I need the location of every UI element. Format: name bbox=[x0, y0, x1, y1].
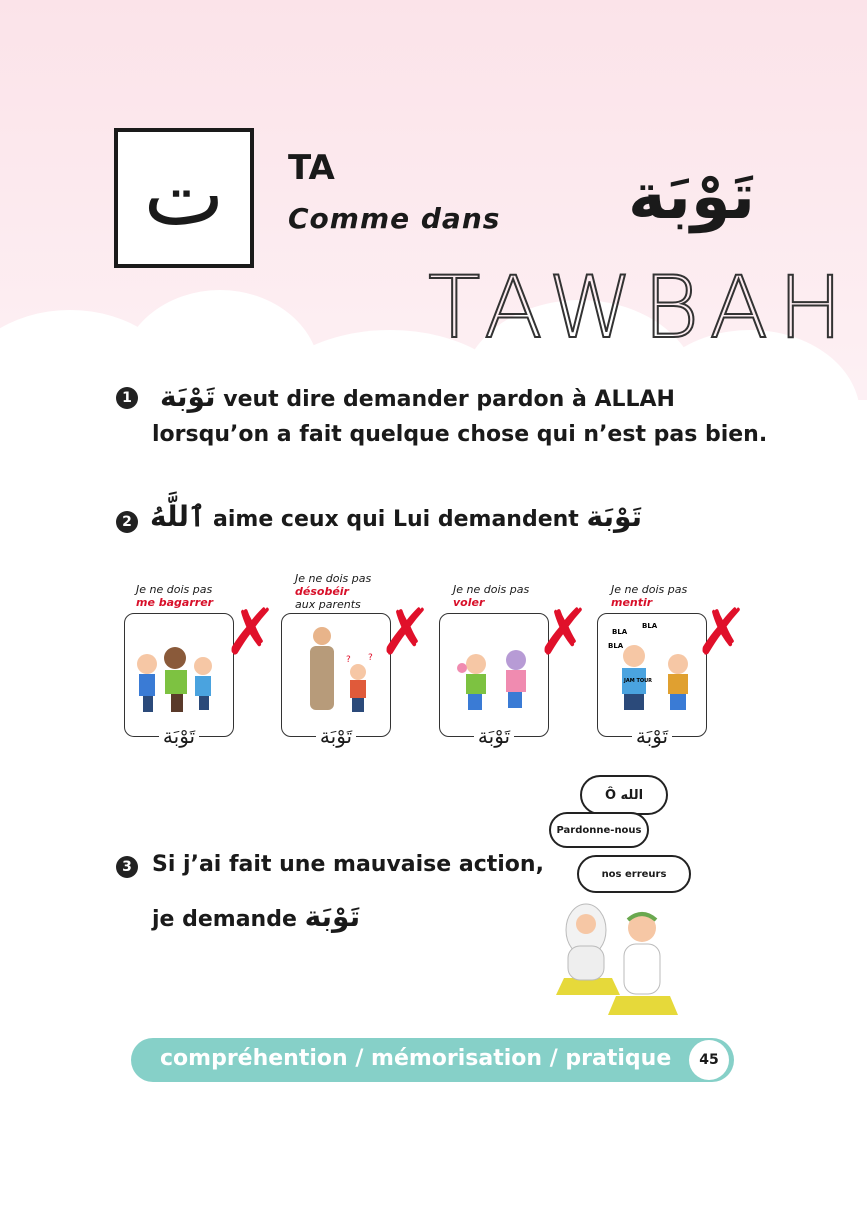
point-2-arabic: تَوْبَة bbox=[586, 500, 643, 533]
point-1-line-2: lorsqu’on a fait quelque chose qui n’est pas bien. bbox=[152, 422, 768, 447]
comme-dans-label: Comme dans bbox=[288, 202, 501, 235]
card-lie bbox=[608, 583, 749, 748]
card-arabic: تَوْبَة bbox=[598, 724, 706, 748]
letter-name: TA bbox=[288, 148, 335, 188]
x-icon: ✗ bbox=[537, 596, 591, 670]
tawbah-traced-word: TAWBAH bbox=[428, 258, 853, 358]
speech-bubble-errors: nos erreurs bbox=[577, 855, 691, 893]
svg-text:?: ? bbox=[368, 653, 373, 663]
arabic-letter-box bbox=[114, 128, 254, 268]
point-1-line-1 bbox=[160, 380, 675, 413]
svg-text:?: ? bbox=[346, 655, 351, 665]
point-3-line-1: Si j’ai fait une mauvaise action, bbox=[152, 852, 544, 877]
point-3-line-2 bbox=[152, 900, 360, 933]
point-2-number: 2 bbox=[116, 511, 138, 533]
card-frame bbox=[281, 613, 391, 748]
kids-fighting-illustration bbox=[125, 614, 233, 724]
point-3-arabic: تَوْبَة bbox=[304, 900, 361, 933]
svg-text:BLA: BLA bbox=[642, 622, 658, 630]
card-arabic: تَوْبَة bbox=[282, 724, 390, 748]
footer-text: compréhention / mémorisation / pratique bbox=[160, 1046, 672, 1071]
x-icon: ✗ bbox=[379, 596, 433, 670]
card-frame bbox=[439, 613, 549, 748]
x-icon: ✗ bbox=[695, 596, 749, 670]
x-icon: ✗ bbox=[224, 596, 278, 670]
arabic-word-title: تَوْبَة bbox=[628, 160, 755, 234]
arabic-letter: ت bbox=[143, 145, 225, 245]
svg-text:BLA: BLA bbox=[608, 642, 624, 650]
kids-stealing-illustration bbox=[440, 614, 548, 724]
point-2-text: aime ceux qui Lui demandent bbox=[213, 507, 579, 532]
speech-bubble-allah: Ô الله bbox=[580, 775, 668, 815]
page-number: 45 bbox=[689, 1040, 729, 1080]
praying-children-illustration bbox=[550, 890, 690, 1020]
point-3-number: 3 bbox=[116, 856, 138, 878]
card-disobey bbox=[295, 572, 433, 748]
card-arabic: تَوْبَة bbox=[125, 724, 233, 748]
point-3-text: je demande bbox=[152, 907, 297, 932]
svg-text:BLA: BLA bbox=[612, 628, 628, 636]
card-fight bbox=[136, 583, 278, 748]
child-and-parent-illustration bbox=[282, 614, 390, 724]
point-1-text: veut dire demander pardon à ALLAH bbox=[223, 387, 675, 412]
card-caption: Je ne dois pas mentir bbox=[611, 583, 688, 609]
allah-arabic: ٱللَّهُ bbox=[150, 500, 206, 533]
card-steal bbox=[453, 583, 591, 748]
card-frame bbox=[597, 613, 707, 748]
point-2-line bbox=[150, 500, 642, 533]
card-caption: Je ne dois pas me bagarrer bbox=[136, 583, 214, 609]
card-arabic: تَوْبَة bbox=[440, 724, 548, 748]
card-frame bbox=[124, 613, 234, 748]
card-caption: Je ne dois pas désobéir aux parents bbox=[295, 572, 372, 611]
card-caption: Je ne dois pas voler bbox=[453, 583, 530, 609]
kids-lying-illustration bbox=[598, 614, 706, 724]
speech-bubble-pardon: Pardonne-nous bbox=[549, 812, 649, 848]
svg-text:JAM TOUR: JAM TOUR bbox=[624, 678, 653, 684]
point-1-arabic: تَوْبَة bbox=[160, 380, 216, 413]
point-1-number: 1 bbox=[116, 387, 138, 409]
